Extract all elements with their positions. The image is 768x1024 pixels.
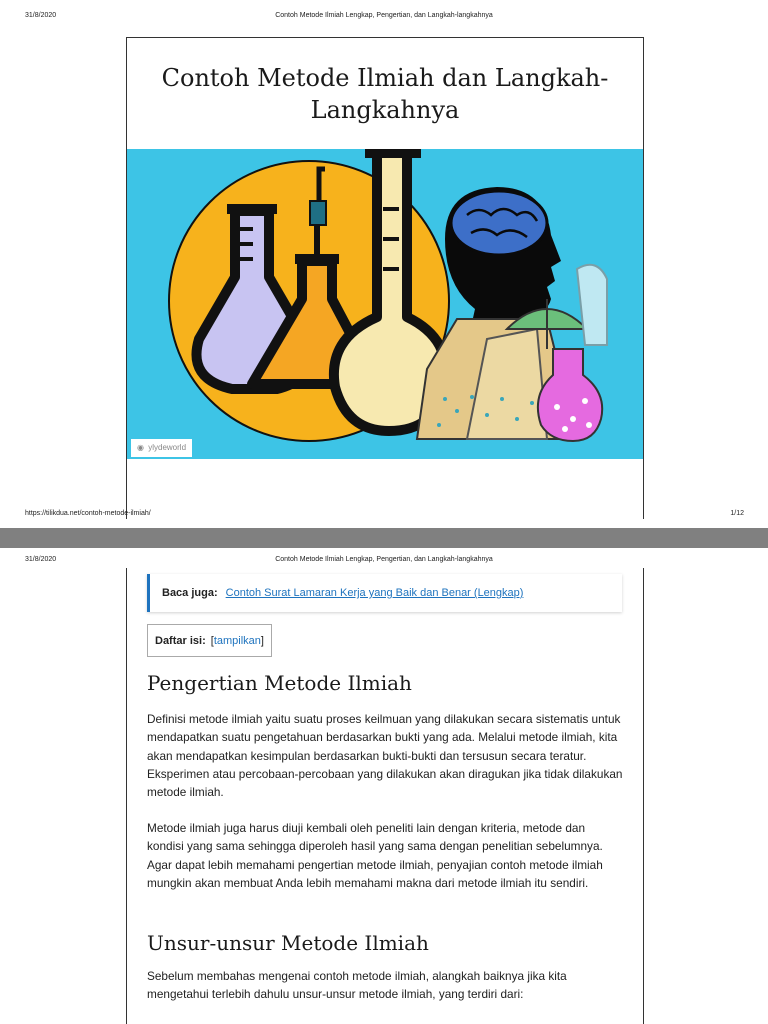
- hero-image: [127, 149, 643, 459]
- print-date: 31/8/2020: [25, 556, 57, 563]
- section-heading-pengertian: Pengertian Metode Ilmiah: [147, 671, 412, 695]
- paragraph: Metode ilmiah juga harus diuji kembali oleh peneliti lain dengan kriteria, metode dan kondisi yang sama sehingga diperoleh hasil yang sama dengan penelitian sebelumnya. Agar dapat lebih memahami pengertian metode ilmiah, penyajian contoh metode ilmiah mungkin akan membuat Anda lebih memahami makna dari metode ilmiah itu sendiri.: [147, 821, 603, 890]
- laboratory-illustration: [127, 149, 643, 459]
- source-url[interactable]: https://tilikdua.net/contoh-metode-ilmiah/: [25, 510, 151, 517]
- page-number: 1/12: [730, 510, 744, 517]
- paragraph: Definisi metode ilmiah yaitu suatu proses keilmuan yang dilakukan secara sistematis untuk mendapatkan suatu pengetahuan berdasarkan bukti yang ada. Melalui metode ilmiah, kita akan mendapatkan kesimpulan berdasarkan bukti-bukti dan tersusun secara teratur. Eksperimen atau percobaan-percobaan yang dilakukan akan diragukan jika tidak dilakukan metode ilmiah.: [147, 712, 623, 800]
- camera-icon: ◉: [137, 443, 144, 452]
- article-container: [126, 568, 644, 1024]
- toc-bracket-open: [: [210, 634, 214, 647]
- article-container: [126, 37, 644, 519]
- pdf-page-2: [0, 548, 768, 1024]
- print-date: 31/8/2020: [25, 12, 57, 19]
- paragraph: Sebelum membahas mengenai contoh metode ilmiah, alangkah baiknya jika kita mengetahui terlebih dahulu unsur-unsur metode ilmiah, yang terdiri dari:: [147, 969, 567, 1002]
- article-title: Contoh Metode Ilmiah dan Langkah-Langkahnya: [161, 64, 609, 124]
- image-credit-text: ylydeworld: [148, 443, 187, 452]
- pdf-page-header: [0, 12, 768, 24]
- read-also-label: Baca juga:: [162, 587, 218, 599]
- print-document-title: Contoh Metode Ilmiah Lengkap, Pengertian, dan Langkah-langkahnya: [275, 12, 493, 19]
- section-heading-unsur: Unsur-unsur Metode Ilmiah: [147, 931, 429, 955]
- pdf-page-header: [0, 556, 768, 568]
- read-also-link[interactable]: Contoh Surat Lamaran Kerja yang Baik dan Benar (Lengkap): [225, 587, 524, 599]
- read-also-box: [147, 574, 622, 612]
- image-credit: [131, 439, 192, 457]
- toc-bracket-close: ]: [260, 634, 264, 647]
- print-document-title: Contoh Metode Ilmiah Lengkap, Pengertian, dan Langkah-langkahnya: [275, 556, 493, 563]
- toc-label: Daftar isi:: [155, 634, 206, 647]
- page-separator: [0, 528, 768, 548]
- table-of-contents: [147, 624, 272, 657]
- toc-toggle-link[interactable]: tampilkan: [213, 634, 261, 647]
- pdf-page-footer: [0, 510, 768, 522]
